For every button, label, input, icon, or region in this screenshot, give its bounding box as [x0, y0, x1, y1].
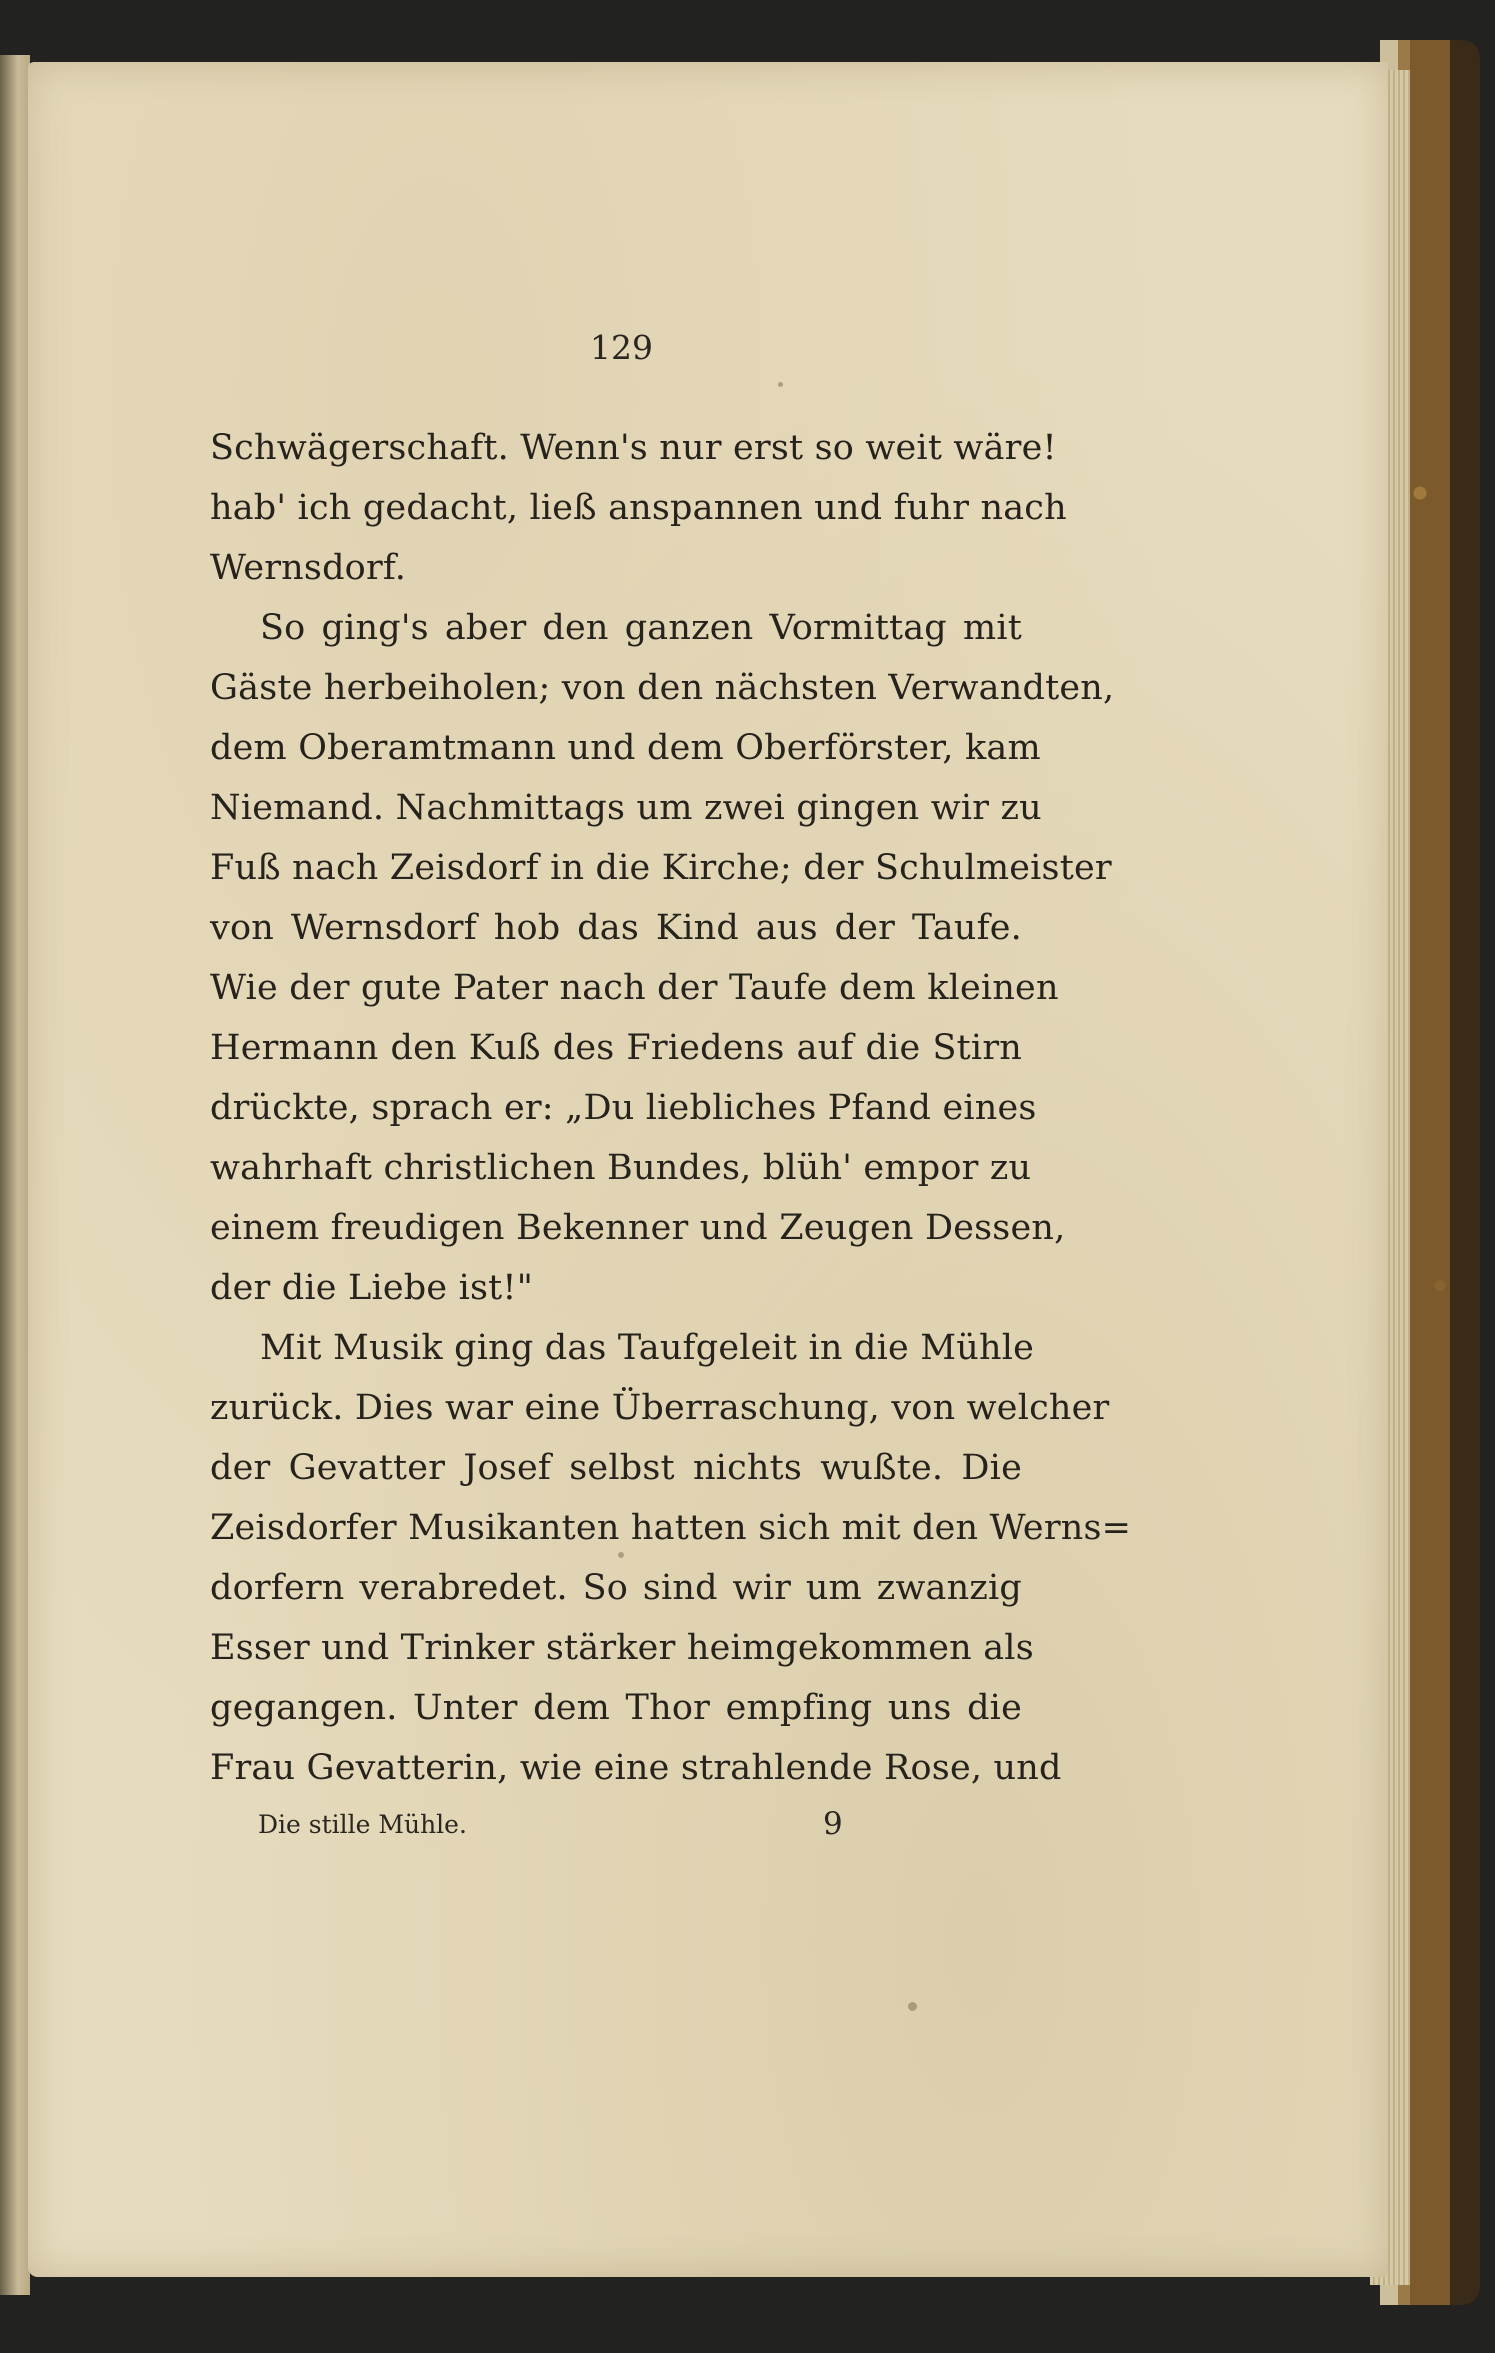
text-line: gegangen. Unter dem Thor empfing uns die — [210, 1688, 1022, 1728]
text-line: Fuß nach Zeisdorf in die Kirche; der Schulmeister — [210, 848, 1112, 888]
text-line: Gäste herbeiholen; von den nächsten Verwandten, — [210, 668, 1115, 708]
text-line: einem freudigen Bekenner und Zeugen Dessen, — [210, 1208, 1066, 1248]
text-line: Wie der gute Pater nach der Taufe dem kleinen — [210, 968, 1059, 1008]
footer-book-title: Die stille Mühle. — [258, 1810, 467, 1839]
paper-speck — [778, 382, 783, 387]
text-line: So ging's aber den ganzen Vormittag mit — [260, 608, 1022, 648]
page-number: 129 — [590, 328, 653, 367]
text-line: Frau Gevatterin, wie eine strahlende Rose, und — [210, 1748, 1062, 1788]
text-line: dorfern verabredet. So sind wir um zwanzig — [210, 1568, 1022, 1608]
text-line: Hermann den Kuß des Friedens auf die Stirn — [210, 1028, 1022, 1068]
text-line: dem Oberamtmann und dem Oberförster, kam — [210, 728, 1041, 768]
text-line: von Wernsdorf hob das Kind aus der Taufe. — [210, 908, 1022, 948]
footer-signature-mark: 9 — [823, 1806, 843, 1842]
text-line: Mit Musik ging das Taufgeleit in die Mühle — [260, 1328, 1035, 1368]
text-line: Zeisdorfer Musikanten hatten sich mit den Werns= — [210, 1508, 1132, 1548]
text-line: Niemand. Nachmittags um zwei gingen wir zu — [210, 788, 1042, 828]
paper-speck — [908, 2002, 917, 2011]
text-line: der die Liebe ist!" — [210, 1268, 533, 1308]
text-line: der Gevatter Josef selbst nichts wußte. Die — [210, 1448, 1022, 1488]
text-line: zurück. Dies war eine Überraschung, von welcher — [210, 1388, 1110, 1428]
text-line: Wernsdorf. — [210, 548, 407, 588]
page-body — [210, 418, 1132, 1798]
previous-page-edge — [0, 55, 30, 2295]
text-line: Schwägerschaft. Wenn's nur erst so weit wäre! — [210, 428, 1057, 468]
text-line: hab' ich gedacht, ließ anspannen und fuhr nach — [210, 488, 1067, 528]
page-footer — [258, 1806, 848, 1846]
text-line: Esser und Trinker stärker heimgekommen als — [210, 1628, 1034, 1668]
text-line: wahrhaft christlichen Bundes, blüh' empor zu — [210, 1148, 1032, 1188]
text-line: drückte, sprach er: „Du liebliches Pfand eines — [210, 1088, 1037, 1128]
